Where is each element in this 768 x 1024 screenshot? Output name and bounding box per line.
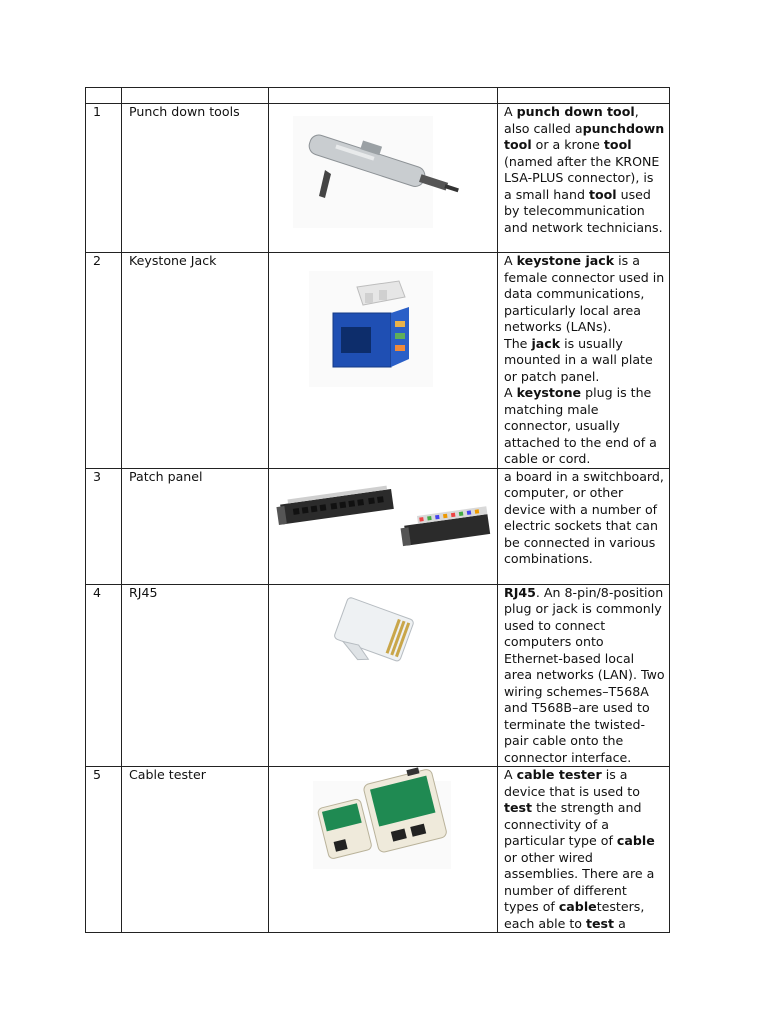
bold-term: punch down tool — [516, 104, 635, 119]
rj45-plug-image — [269, 584, 498, 767]
bold-term: RJ45 — [504, 584, 536, 600]
table-row — [86, 767, 670, 933]
bold-term: test — [504, 800, 533, 815]
tool-description — [498, 584, 670, 767]
tool-name: Keystone Jack — [122, 253, 269, 469]
description-text: . An 8-pin/8-position plug or jack is commonly used to connect computers onto Ethernet-based local area networks (LAN). Two wiring schemes–T568A and T568B–are used to terminate the twisted-pair cable onto the connector interface. — [504, 584, 665, 765]
description-text: a board in a switchboard, computer, or other device with a number of electric sockets that can be connected in various combinations. — [504, 468, 664, 566]
tool-description — [498, 253, 670, 469]
table-row — [86, 584, 670, 767]
table-row — [86, 468, 670, 584]
tool-description — [498, 468, 670, 584]
row-number: 5 — [86, 767, 122, 933]
bold-term: test — [585, 915, 615, 931]
description-text: The — [504, 335, 532, 351]
description-text: (named after the KRONE LSA-PLUS connector), is a small hand — [504, 153, 660, 202]
row-number: 1 — [86, 104, 122, 253]
description-text: , also called a — [504, 104, 639, 136]
tool-name: Cable tester — [122, 767, 269, 933]
tool-description — [498, 104, 670, 253]
bold-term: tool — [588, 186, 617, 202]
description-text: is a female connector used in data communications, particularly local area networks (LANs). — [504, 253, 665, 334]
description-text: plug is the matching male connector, usually attached to the end of a cable or cord. — [504, 385, 657, 466]
bold-term: keystone jack — [516, 253, 615, 268]
tool-description — [498, 767, 670, 933]
header-cell — [269, 88, 498, 104]
tool-name: Patch panel — [122, 468, 269, 584]
bold-term: keystone — [516, 385, 582, 400]
bold-term: cable — [616, 833, 655, 848]
description-text: is a device that is used to — [504, 767, 640, 799]
row-number: 3 — [86, 468, 122, 584]
tools-table — [85, 87, 670, 933]
description-text: the strength and connectivity of a particular type of — [504, 800, 642, 848]
header-cell — [122, 88, 269, 104]
tool-name: Punch down tools — [122, 104, 269, 253]
description-text: or a krone — [531, 137, 604, 152]
description-text: testers, each able to — [504, 899, 645, 931]
cable-tester-image — [269, 767, 498, 933]
row-number: 4 — [86, 584, 122, 767]
patch-panel-image — [269, 468, 498, 584]
description-text: is usually mounted in a wall plate or patch panel. — [504, 335, 653, 384]
bold-term: punchdown tool — [504, 120, 665, 152]
description-text: A — [504, 253, 517, 268]
bold-term: jack — [531, 335, 561, 351]
tool-name: RJ45 — [122, 584, 269, 767]
bold-term: cable tester — [516, 767, 602, 782]
bold-term: tool — [603, 137, 632, 152]
punch-down-tool-image — [269, 104, 498, 253]
description-text: or other wired assemblies. There are a number of different types of — [504, 849, 655, 914]
description-text: A — [504, 385, 517, 400]
row-number: 2 — [86, 253, 122, 469]
description-text: A — [504, 767, 517, 782]
table-row — [86, 104, 670, 253]
keystone-jack-image — [269, 253, 498, 469]
description-text: a — [614, 915, 626, 931]
table-row — [86, 253, 670, 469]
header-cell — [498, 88, 670, 104]
description-text: used by telecommunication and network technicians. — [504, 186, 663, 235]
bold-term: cable — [558, 899, 597, 914]
description-text: A — [504, 104, 517, 119]
table-header-row — [86, 88, 670, 104]
header-cell — [86, 88, 122, 104]
